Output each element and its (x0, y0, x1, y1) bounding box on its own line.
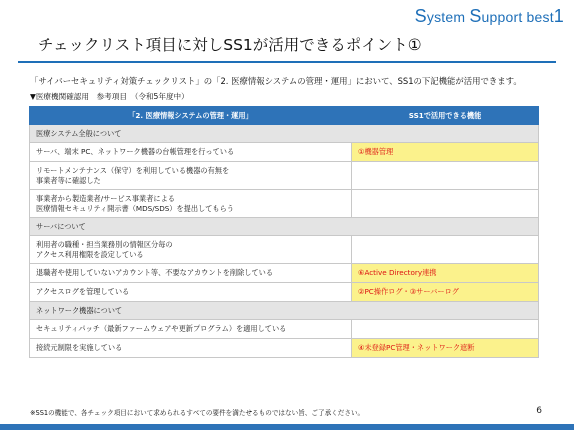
table-row (30, 162, 539, 190)
checklist-table (29, 106, 539, 358)
brand-logo-s2: S (469, 6, 482, 26)
section-row (30, 125, 539, 143)
ss1-function-cell: ①機器管理 (352, 143, 539, 162)
table-header-row (30, 107, 539, 125)
table-row (30, 190, 539, 218)
brand-logo-s3: 1 (553, 6, 564, 26)
brand-logo-s1: S (414, 6, 427, 26)
intro-text: 「サイバーセキュリティ対策チェックリスト」の「2. 医療情報システムの管理・運用」において、SS1の下記機能が活用できます。 (30, 76, 522, 86)
checklist-item-text: 接続元制限を実施している (30, 339, 352, 358)
table-row (30, 264, 539, 283)
footer-bar (0, 424, 574, 430)
checklist-item-text: アクセスログを管理している (30, 283, 352, 302)
checklist-item-text: 利用者の職種・担当業務別の情報区分毎の アクセス利用権限を設定している (30, 236, 352, 264)
ss1-function-cell (352, 236, 539, 264)
section-title: サーバについて (30, 218, 539, 236)
brand-logo (415, 6, 564, 27)
source-caption: ▼医療機関確認用 参考項目 （令和5年度中） (30, 92, 189, 101)
ss1-function-cell (352, 190, 539, 218)
checklist-item-text: サーバ、端末 PC、ネットワーク機器の台帳管理を行っている (30, 143, 352, 162)
table-row (30, 236, 539, 264)
checklist-item-text: リモートメンテナンス（保守）を利用している機器の有無を 事業者等に確認した (30, 162, 352, 190)
brand-logo-w1: ystem (426, 9, 470, 25)
header-checklist-item: 「2. 医療情報システムの管理・運用」 (30, 107, 352, 125)
footnote: ※SS1の機能で、各チェック項目において求められるすべての要件を満たせるものではない旨、ご了承ください。 (30, 409, 365, 417)
ss1-function-cell (352, 162, 539, 190)
table-row (30, 143, 539, 162)
table-row (30, 339, 539, 358)
ss1-function-cell: ④未登録PC管理・ネットワーク遮断 (352, 339, 539, 358)
checklist-item-text: 事業者から製造業者/サービス事業者による 医療情報セキュリティ開示書（MDS/SDS）を提出してもらう (30, 190, 352, 218)
section-title: 医療システム全般について (30, 125, 539, 143)
page-number: 6 (536, 406, 542, 416)
table-row (30, 283, 539, 302)
title-divider (18, 61, 556, 63)
section-title: ネットワーク機器について (30, 302, 539, 320)
table-row (30, 320, 539, 339)
section-row (30, 302, 539, 320)
section-row (30, 218, 539, 236)
checklist-item-text: セキュリティパッチ（最新ファームウェアや更新プログラム）を適用している (30, 320, 352, 339)
checklist-item-text: 退職者や使用していないアカウント等、不要なアカウントを削除している (30, 264, 352, 283)
header-ss1-function: SS1で活用できる機能 (352, 107, 539, 125)
ss1-function-cell: ②PC操作ログ・③サーバーログ (352, 283, 539, 302)
brand-logo-w2: upport best (481, 9, 554, 25)
ss1-function-cell: ⑥Active Directory連携 (352, 264, 539, 283)
ss1-function-cell (352, 320, 539, 339)
page-title: チェックリスト項目に対しSS1が活用できるポイント① (38, 36, 422, 54)
